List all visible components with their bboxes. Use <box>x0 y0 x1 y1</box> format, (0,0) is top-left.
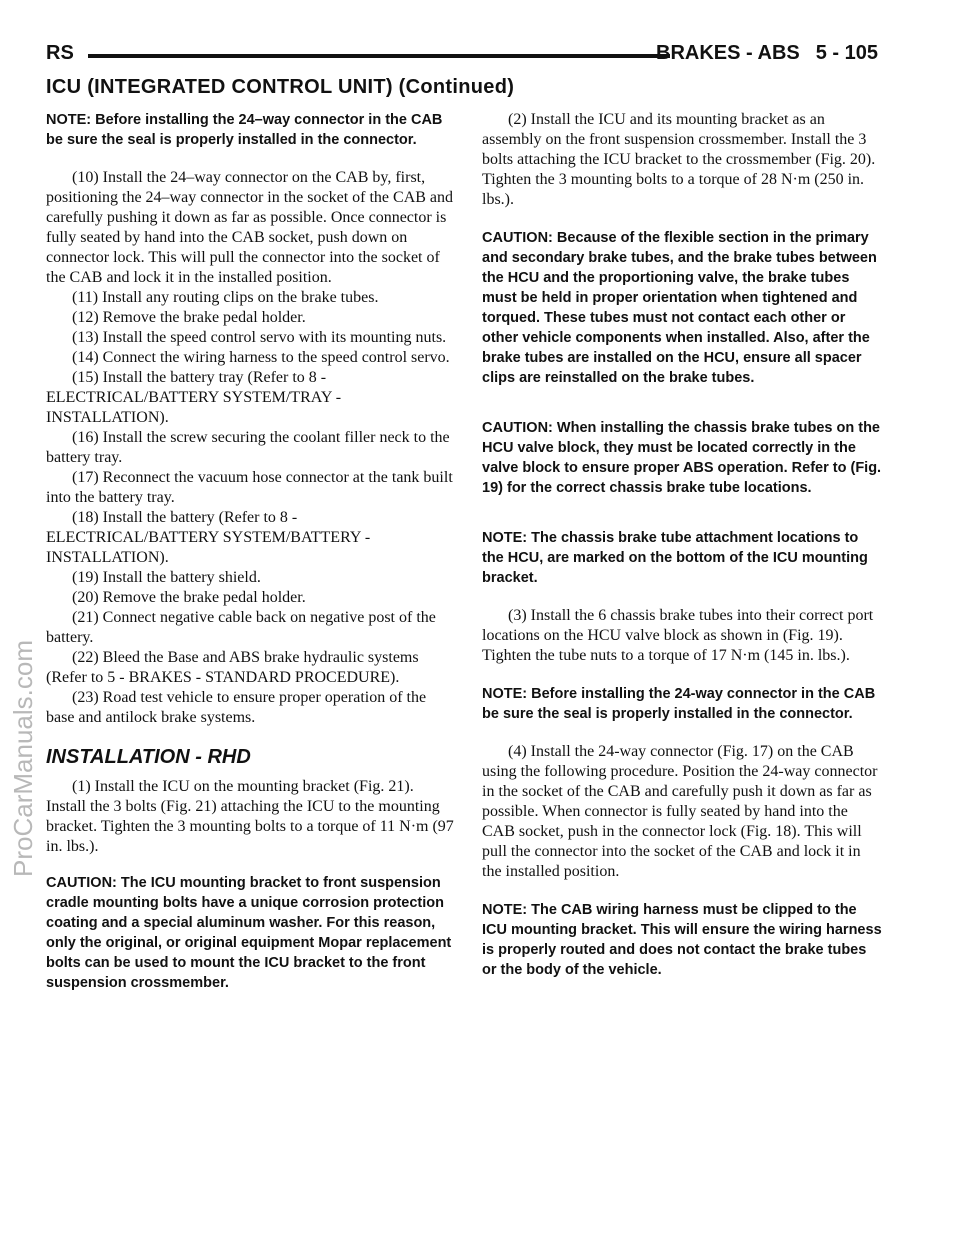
caution-flexible-tubes: CAUTION: Because of the flexible section in the primary and secondary brake tubes, and the brake tubes between the HCU and the proportioning valve, the brake tubes must be held in proper orientation when tightened and torqued. These tubes must not contact each other or other vehicle components when installed. Also, after the brake tubes are installed on the HCU, ensure all spacer clips are reinstalled on the brake tubes. <box>482 230 877 386</box>
note-connector-seal-rhd: NOTE: Before installing the 24-way connector in the CAB be sure the seal is properly installed in the connector. <box>482 686 876 722</box>
right-column <box>482 110 884 998</box>
note-tube-locations: NOTE: The chassis brake tube attachment locations to the HCU, are marked on the bottom of the ICU mounting bracket. <box>482 530 868 586</box>
step-22: (22) Bleed the Base and ABS brake hydraulic systems (Refer to 5 - BRAKES - STANDARD PROCEDURE). <box>46 649 419 686</box>
step-12: (12) Remove the brake pedal holder. <box>72 309 306 326</box>
header-model: RS <box>46 42 74 64</box>
step-17: (17) Reconnect the vacuum hose connector at the tank built into the battery tray. <box>46 469 453 506</box>
page-header <box>46 38 878 74</box>
step-20: (20) Remove the brake pedal holder. <box>72 589 306 606</box>
step-18: (18) Install the battery (Refer to 8 - ELECTRICAL/BATTERY SYSTEM/BATTERY - INSTALLATION). <box>46 509 371 566</box>
header-page-number: 5 - 105 <box>815 42 878 64</box>
step-16: (16) Install the screw securing the coolant filler neck to the battery tray. <box>46 429 450 466</box>
caution-mounting-bolts: CAUTION: The ICU mounting bracket to front suspension cradle mounting bolts have a unique corrosion protection coating and a special aluminum washer. For this reason, only the original, or original equipment Mopar replacement bolts can be used to mount the ICU bracket to the front suspension crossmember. <box>46 875 452 991</box>
subheading-installation-rhd: INSTALLATION - RHD <box>46 746 251 768</box>
left-column <box>46 110 456 1011</box>
header-right <box>656 42 878 65</box>
note-connector-seal: NOTE: Before installing the 24–way connector in the CAB be sure the seal is properly installed in the connector. <box>46 112 443 148</box>
rhd-step-3: (3) Install the 6 chassis brake tubes into their correct port locations on the HCU valve block as shown in (Fig. 19). Tighten the tube nuts to a torque of 17 N·m (145 in. lbs.). <box>482 607 874 664</box>
step-21: (21) Connect negative cable back on negative post of the battery. <box>46 609 436 646</box>
watermark-text: ProCarManuals.com <box>8 640 38 877</box>
rhd-step-2: (2) Install the ICU and its mounting bracket as an assembly on the front suspension crossmember. Install the 3 bolts attaching the ICU bracket to the crossmember (Fig. 20). Tighten the 3 mounting bolts to a torque of 28 N·m (250 in. lbs.). <box>482 111 876 208</box>
note-harness-clip: NOTE: The CAB wiring harness must be clipped to the ICU mounting bracket. This will ensure the wiring harness is properly routed and does not contact the brake tubes or the body of the vehicle. <box>482 902 882 978</box>
rhd-step-4: (4) Install the 24-way connector (Fig. 17) on the CAB using the following procedure. Position the 24-way connector in the socket of the CAB and carefully push it down as far as possible. When connector is fully seated by hand into the CAB socket, push in the connector lock (Fig. 18). This will pull the connector into the socket of the CAB and lock it in the installed position. <box>482 743 878 880</box>
step-23: (23) Road test vehicle to ensure proper operation of the base and antilock brake systems. <box>46 689 427 726</box>
rhd-step-1: (1) Install the ICU on the mounting bracket (Fig. 21). Install the 3 bolts (Fig. 21) attaching the ICU to the mounting bracket. Tighten the 3 mounting bolts to a torque of 11 N·m (97 in. lbs.). <box>46 778 454 855</box>
step-19: (19) Install the battery shield. <box>72 569 261 586</box>
caution-chassis-tubes: CAUTION: When installing the chassis brake tubes on the HCU valve block, they must be located correctly in the valve block to ensure proper ABS operation. Refer to (Fig. 19) for the correct chassis brake tube locations. <box>482 420 882 496</box>
step-14: (14) Connect the wiring harness to the speed control servo. <box>72 349 450 366</box>
step-13: (13) Install the speed control servo with its mounting nuts. <box>72 329 447 346</box>
header-section: BRAKES - ABS <box>656 42 800 64</box>
step-11: (11) Install any routing clips on the brake tubes. <box>72 289 379 306</box>
step-15: (15) Install the battery tray (Refer to 8 - ELECTRICAL/BATTERY SYSTEM/TRAY - INSTALLATION). <box>46 369 342 426</box>
watermark <box>8 640 48 1260</box>
header-rule <box>88 54 670 58</box>
section-title: ICU (INTEGRATED CONTROL UNIT) (Continued) <box>46 76 515 98</box>
step-10: (10) Install the 24–way connector on the CAB by, first, positioning the 24–way connector in the socket of the CAB and carefully pushing it down as far as possible. Once connector is fully seated by hand into the CAB socket, push down on connector lock. This will pull the connector into the socket of the CAB and lock it in the installed position. <box>46 169 454 286</box>
